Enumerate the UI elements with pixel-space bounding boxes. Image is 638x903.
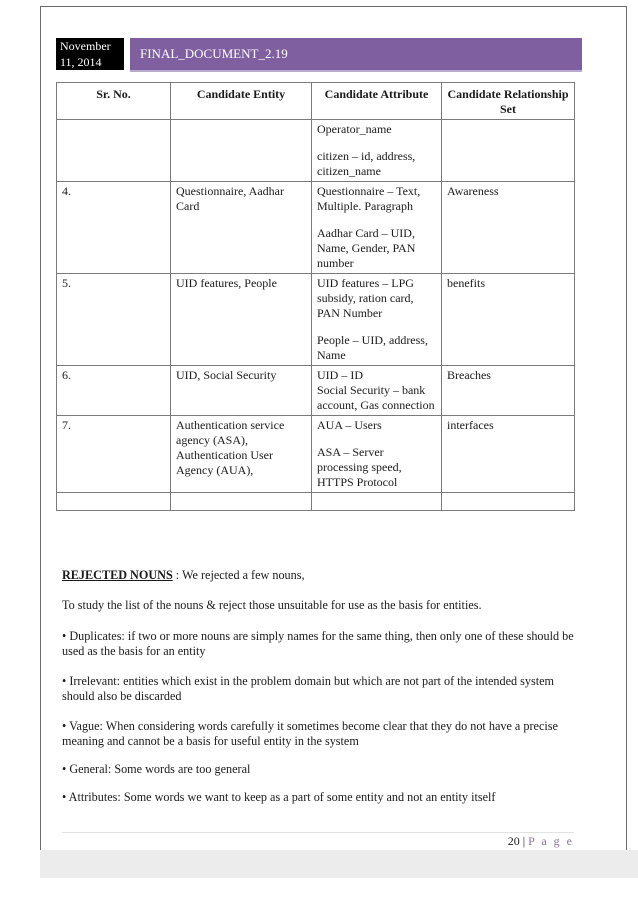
cell-relationship: Awareness xyxy=(442,182,575,274)
cell-text: UID features – LPG subsidy, ration card, PAN Number xyxy=(317,276,414,320)
footer-band xyxy=(40,850,638,878)
cell-text: Social Security – bank account, Gas connection xyxy=(317,383,435,412)
rejected-paragraph: • Attributes: Some words we want to keep as a part of some entity and not an entity itself xyxy=(62,790,496,804)
cell-sr-no: 7. xyxy=(57,416,171,493)
table-row xyxy=(57,416,575,493)
cell-candidate-attribute xyxy=(312,182,442,274)
cell-sr-no: 6. xyxy=(57,366,171,416)
rejected-nouns-intro: : We rejected a few nouns, xyxy=(172,568,305,582)
rejected-paragraph: • Irrelevant: entities which exist in the problem domain but which are not part of the intended system should also be discarded xyxy=(62,674,554,703)
cell-sr-no xyxy=(57,493,171,511)
rejected-paragraph: • Duplicates: if two or more nouns are simply names for the same thing, then only one of these should be used as the basis for an entity xyxy=(62,629,574,658)
header-candidate-entity: Candidate Entity xyxy=(171,83,312,120)
cell-text: ASA – Server processing speed, HTTPS Protocol xyxy=(317,445,402,489)
table-header-row xyxy=(57,83,575,120)
cell-candidate-entity xyxy=(171,274,312,366)
header-rule xyxy=(130,70,582,72)
table-row xyxy=(57,366,575,416)
cell-candidate-entity xyxy=(171,366,312,416)
cell-text: Aadhar Card – UID, Name, Gender, PAN number xyxy=(317,226,416,270)
table-row xyxy=(57,493,575,511)
cell-candidate-attribute xyxy=(312,120,442,182)
cell-candidate-entity xyxy=(171,120,312,182)
cell-candidate-entity xyxy=(171,416,312,493)
footer-rule xyxy=(62,832,574,833)
cell-text: Questionnaire – Text, Multiple. Paragraph xyxy=(317,184,421,213)
cell-candidate-entity xyxy=(171,182,312,274)
cell-text: Authentication service agency (ASA), Authentication User Agency (AUA), xyxy=(176,418,285,477)
cell-text: Questionnaire, Aadhar Card xyxy=(176,184,284,213)
header-date xyxy=(56,38,124,70)
page-number xyxy=(508,834,574,849)
cell-text xyxy=(317,321,436,333)
candidate-table xyxy=(56,82,575,511)
table-body xyxy=(57,120,575,511)
cell-relationship xyxy=(442,493,575,511)
cell-relationship: interfaces xyxy=(442,416,575,493)
cell-sr-no xyxy=(57,120,171,182)
cell-text xyxy=(317,433,436,445)
cell-candidate-entity xyxy=(171,493,312,511)
header-candidate-attribute: Candidate Attribute xyxy=(312,83,442,120)
cell-candidate-attribute xyxy=(312,274,442,366)
page-number-separator: | xyxy=(519,834,529,848)
cell-text: People – UID, address, Name xyxy=(317,333,428,362)
table-row xyxy=(57,182,575,274)
cell-sr-no: 4. xyxy=(57,182,171,274)
header-candidate-relationship: Candidate Relationship Set xyxy=(442,83,575,120)
cell-text: Operator_name xyxy=(317,122,392,136)
header-title-bar xyxy=(130,38,582,70)
cell-relationship: Breaches xyxy=(442,366,575,416)
rejected-paragraph: To study the list of the nouns & reject those unsuitable for use as the basis for entities. xyxy=(62,598,482,612)
cell-text: AUA – Users xyxy=(317,418,382,432)
cell-relationship xyxy=(442,120,575,182)
rejected-paragraph: • Vague: When considering words carefully it sometimes become clear that they do not have a precise meaning and cannot be a basis for useful entity in the system xyxy=(62,719,558,748)
cell-candidate-attribute xyxy=(312,493,442,511)
table-row xyxy=(57,274,575,366)
rejected-paragraph: • General: Some words are too general xyxy=(62,762,251,776)
rejected-nouns-heading-line xyxy=(62,568,582,583)
table-row xyxy=(57,120,575,182)
header-sr-no: Sr. No. xyxy=(57,83,171,120)
cell-text xyxy=(317,214,436,226)
cell-text: UID features, People xyxy=(176,276,277,290)
cell-candidate-attribute xyxy=(312,366,442,416)
page-number-value: 20 xyxy=(507,834,520,848)
cell-text: citizen – id, address, citizen_name xyxy=(317,149,416,178)
cell-candidate-attribute xyxy=(312,416,442,493)
cell-sr-no: 5. xyxy=(57,274,171,366)
cell-relationship: benefits xyxy=(442,274,575,366)
cell-text: UID, Social Security xyxy=(176,368,277,382)
document-title: FINAL_DOCUMENT_2.19 xyxy=(140,46,288,61)
rejected-nouns-heading: REJECTED NOUNS xyxy=(62,568,173,582)
header-date-line1: November xyxy=(60,39,111,53)
header-date-line2: 11, 2014 xyxy=(60,55,102,69)
cell-text xyxy=(317,137,436,149)
cell-text: UID – ID xyxy=(317,368,363,382)
page-label: P a g e xyxy=(528,834,574,848)
